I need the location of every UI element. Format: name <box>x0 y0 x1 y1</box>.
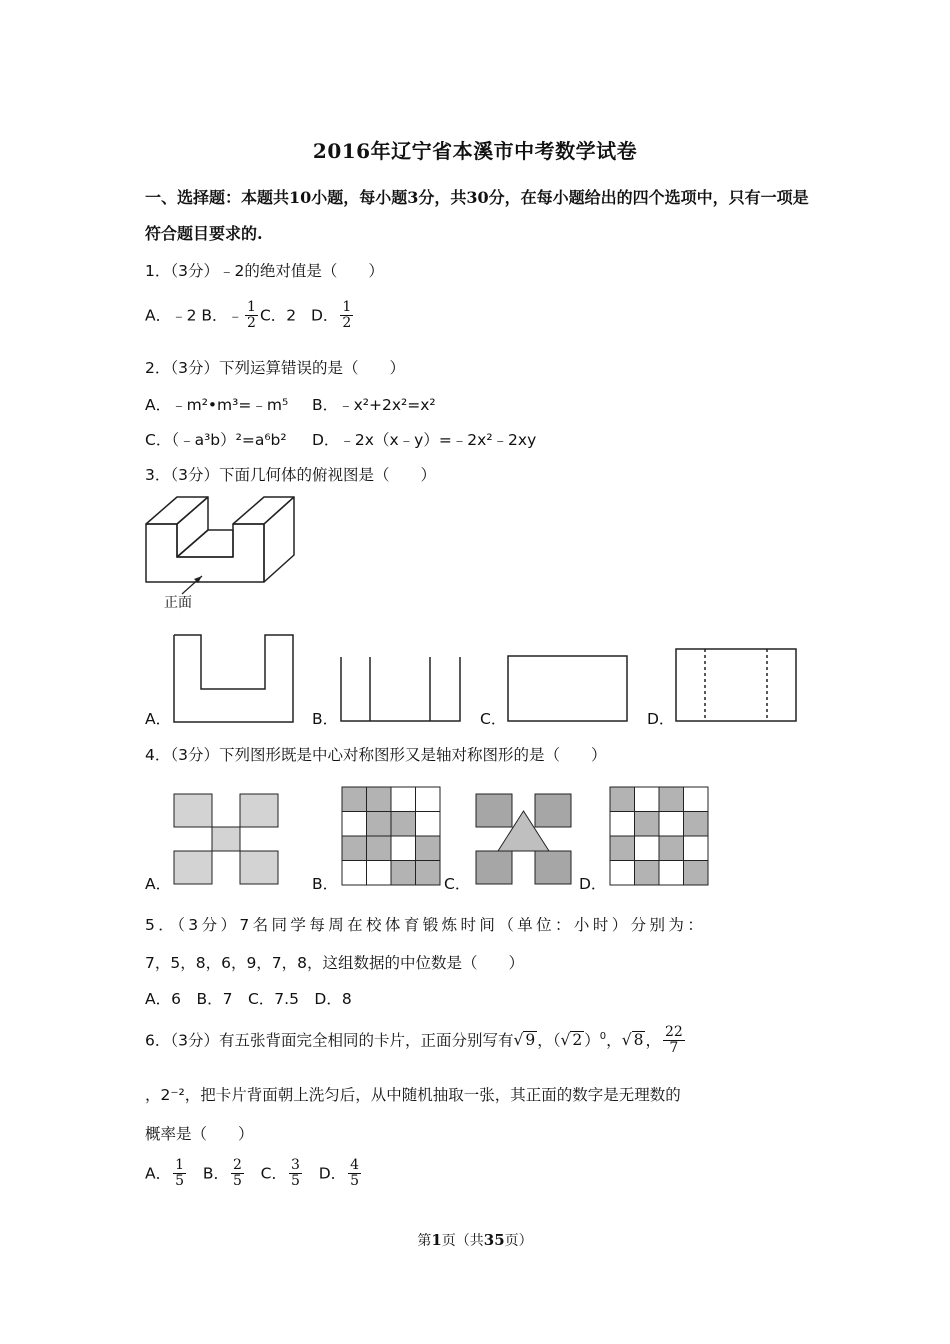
q6-stem-start: 6．（3分）有五张背面完全相同的卡片，正面分别写有 <box>145 1031 514 1050</box>
grid-cell <box>610 861 635 886</box>
q4-option-b-figure <box>341 786 443 887</box>
grid-cell <box>342 812 367 837</box>
q6-option-d: D． <box>318 1164 347 1183</box>
grid-cell <box>342 836 367 861</box>
q4-option-b-label: B． <box>312 875 339 893</box>
q2-option-a: A．﹣m²•m³=﹣m⁵ <box>145 396 289 414</box>
question-2-stem: 2．（3分）下列运算错误的是（ ） <box>145 359 405 377</box>
q6-fraction-b: $\frac{2}{5}$ <box>232 1157 242 1190</box>
grid-cell <box>367 787 392 812</box>
q3-option-d-label: D． <box>647 710 675 728</box>
q4-option-a-label: A． <box>145 875 172 893</box>
grid-cell <box>342 861 367 886</box>
q2-option-b: B．﹣x²+2x²=x² <box>312 396 436 414</box>
q6-zero-exponent: 0 <box>599 1031 607 1043</box>
q1-fraction-d: $\frac{1}{2}$ <box>342 299 352 332</box>
grid-cell <box>367 861 392 886</box>
question-4-stem: 4．（3分）下列图形既是中心对称图形又是轴对称图形的是（ ） <box>145 746 607 764</box>
grid-cell <box>635 861 660 886</box>
question-5-stem-line1: 5．（3分）7名同学每周在校体育锻炼时间（单位：小时）分别为： <box>145 916 707 934</box>
q6-option-c: C． <box>260 1164 287 1183</box>
question-1-options <box>145 300 355 332</box>
q3-option-d-figure <box>675 648 799 724</box>
q1-option-d: D． <box>310 306 339 325</box>
page-footer: 第1页（共35页） <box>417 1231 533 1249</box>
page-title: 2016年辽宁省本溪市中考数学试卷 <box>312 139 638 163</box>
grid-cell <box>684 836 709 861</box>
grid-cell <box>635 787 660 812</box>
q1-fraction-b: $\frac{1}{2}$ <box>247 299 256 332</box>
question-5-stem-line2: 7，5，8，6，9，7，8，这组数据的中位数是（ ） <box>145 954 525 972</box>
grid-cell <box>610 836 635 861</box>
grid-cell <box>391 861 416 886</box>
q2-option-c: C．（﹣a³b）²=a⁶b² <box>145 431 287 449</box>
grid-cell <box>391 787 416 812</box>
q6-fraction-a: $\frac{1}{5}$ <box>175 1157 185 1190</box>
question-6-stem-line2: ，2⁻²，把卡片背面朝上洗匀后，从中随机抽取一张，其正面的数字是无理数的 <box>145 1086 681 1104</box>
question-3-stem: 3．（3分）下面几何体的俯视图是（ ） <box>145 466 436 484</box>
q4-option-c-figure <box>475 793 573 887</box>
q4-option-c-label: C． <box>444 875 471 893</box>
q4-option-d-figure <box>609 786 711 887</box>
grid-cell <box>635 836 660 861</box>
q6-fraction-d: $\frac{4}{5}$ <box>350 1157 360 1190</box>
grid-cell <box>416 836 441 861</box>
grid-cell <box>416 812 441 837</box>
grid-cell <box>684 861 709 886</box>
q3-option-a-figure <box>173 634 295 724</box>
page-total: 35 <box>483 1231 505 1249</box>
grid-cell <box>342 787 367 812</box>
question-5-options: A．6 B．7 C．7.5 D．8 <box>145 990 352 1008</box>
q6-sqrt-2: √ 2 <box>560 1031 583 1050</box>
q6-option-a: A． <box>145 1164 172 1183</box>
section-header: 一、选择题：本题共10小题，每小题3分，共30分，在每小题给出的四个选项中，只有一项是符合题目要求的. <box>145 188 809 243</box>
grid-cell <box>659 812 684 837</box>
grid-cell <box>416 787 441 812</box>
grid-cell <box>659 787 684 812</box>
q3-option-c-label: C． <box>480 710 507 728</box>
page-number: 1 <box>431 1231 442 1249</box>
q3-option-c-figure <box>507 654 629 724</box>
grid-cell <box>659 861 684 886</box>
grid-cell <box>367 836 392 861</box>
q6-sqrt-8: √ 8 <box>621 1031 644 1050</box>
q4-option-d-label: D． <box>579 875 607 893</box>
grid-cell <box>610 812 635 837</box>
q1-option-c: C．2 <box>259 306 297 325</box>
q6-fraction-22-7: $\frac{22}{7}$ <box>664 1024 683 1057</box>
q1-option-b: B．﹣ <box>201 306 244 325</box>
q2-option-d: D．﹣2x（x﹣y）=﹣2x²﹣2xy <box>312 431 537 449</box>
q3-solid-figure <box>140 492 310 617</box>
front-label: 正面 <box>164 595 192 611</box>
grid-cell <box>684 787 709 812</box>
question-6-stem-line1: 6．（3分）有五张背面完全相同的卡片，正面分别写有√ 9 ，（√ 2 ）$^0$，√ 8 ， $\frac{22}{7}$ <box>145 1024 683 1057</box>
q1-option-a: A．﹣2 <box>145 306 197 325</box>
q3-option-b-label: B． <box>312 710 339 728</box>
grid-cell <box>610 787 635 812</box>
grid-cell <box>391 836 416 861</box>
question-1-stem: 1．（3分）﹣2的绝对值是（ ） <box>145 262 384 280</box>
q6-sqrt-9: √ 9 <box>513 1031 536 1050</box>
grid-cell <box>416 861 441 886</box>
grid-cell <box>367 812 392 837</box>
q6-fraction-c: $\frac{3}{5}$ <box>290 1157 300 1190</box>
grid-cell <box>391 812 416 837</box>
q3-option-a-label: A． <box>145 710 172 728</box>
q4-option-a-figure <box>173 793 281 887</box>
q6-option-b: B． <box>202 1164 229 1183</box>
question-6-options <box>145 1158 363 1190</box>
question-6-stem-line3: 概率是（ ） <box>145 1125 254 1143</box>
grid-cell <box>684 812 709 837</box>
q3-option-b-figure <box>340 654 462 724</box>
grid-cell <box>659 836 684 861</box>
grid-cell <box>635 812 660 837</box>
